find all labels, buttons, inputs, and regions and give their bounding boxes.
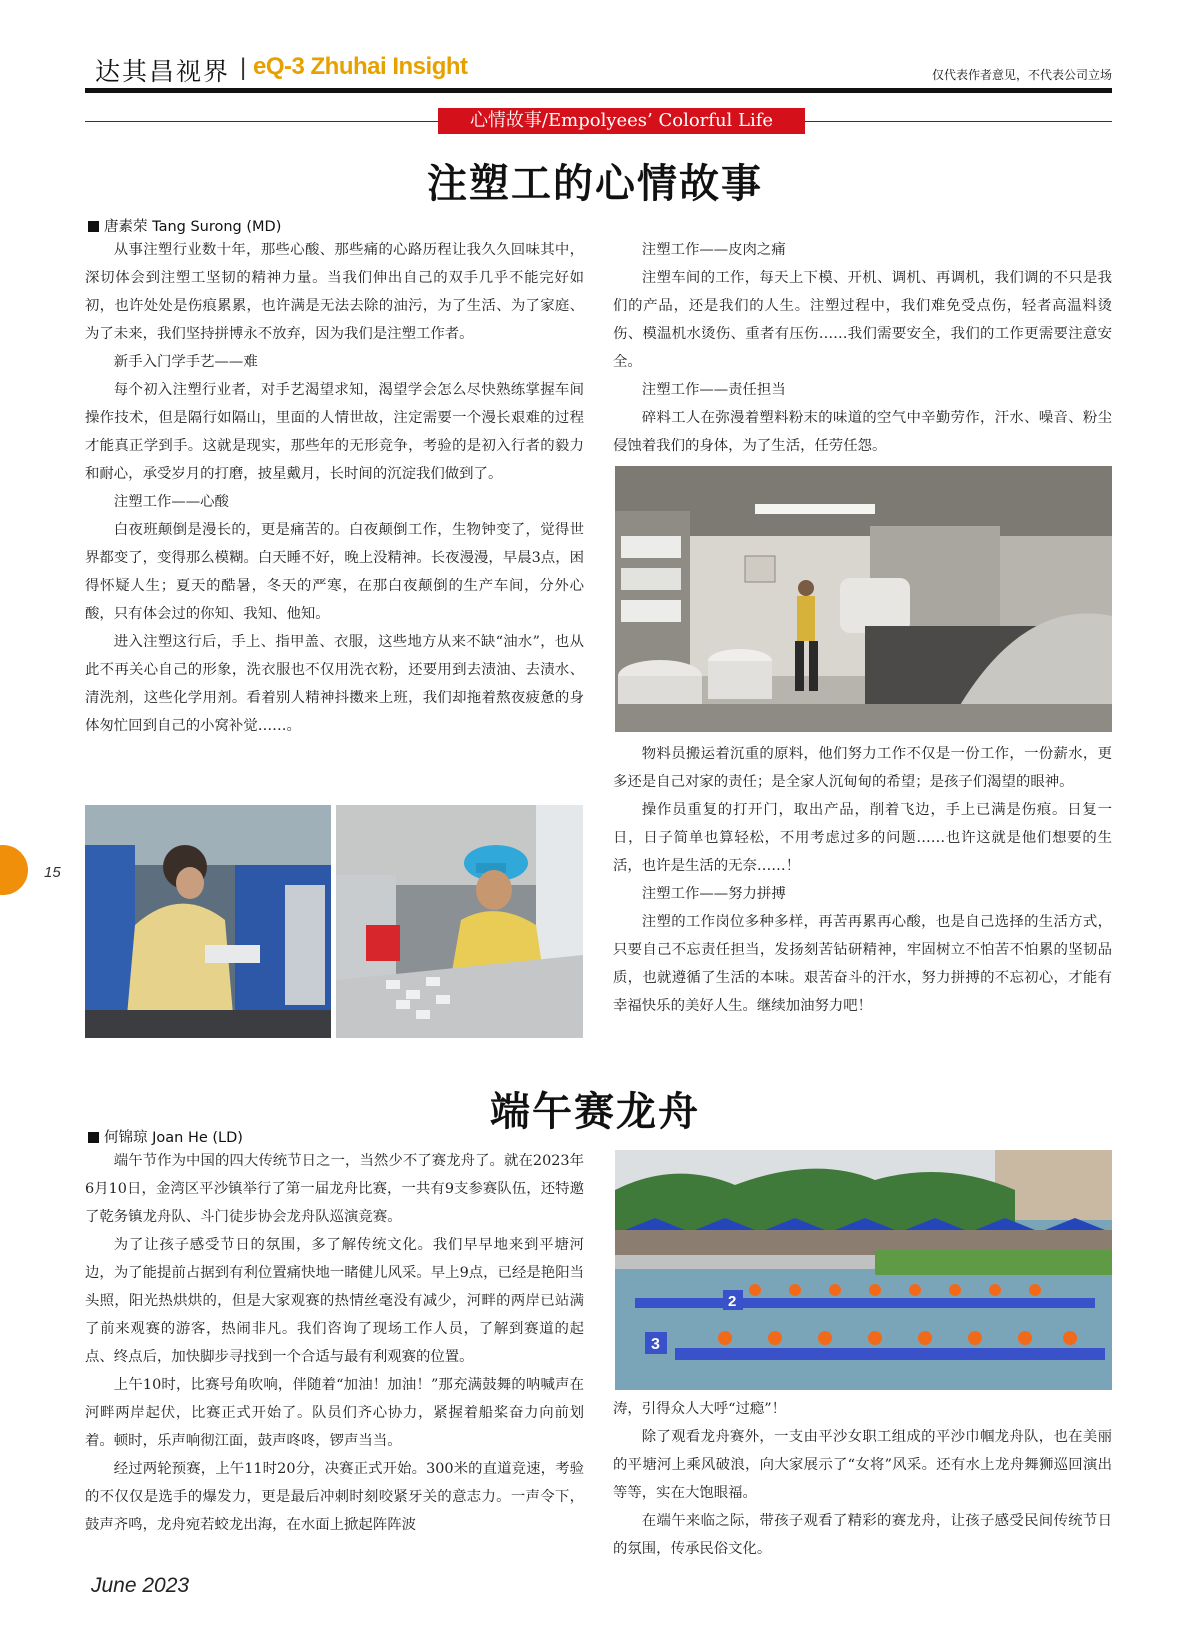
photo-worker-machine (85, 805, 331, 1038)
header-rule (85, 88, 1112, 93)
section-banner: 心情故事/Empolyees’ Colorful Life (438, 108, 805, 134)
page-number: 15 (44, 864, 61, 881)
article2-author (88, 1126, 243, 1147)
subheading: 新手入门学手艺——难 (113, 354, 258, 370)
paragraph: 上午10时，比赛号角吹响，伴随着“加油！加油！”那充满鼓舞的呐喊声在河畔两岸起伏，比赛正式开始了。队员们齐心协力，紧握着船桨奋力向前划着。顿时，乐声响彻江面，鼓声咚咚，锣声当当。 (85, 1377, 584, 1449)
author-square-icon (88, 1132, 99, 1143)
article2-author-text: 何锦琼 Joan He (LD) (104, 1130, 243, 1146)
paragraph: 除了观看龙舟赛外，一支由平沙女职工组成的平沙巾帼龙舟队，也在美丽的平塘河上乘风破浪，向大家展示了“女将”风采。还有水上龙舟舞狮巡回演出等等，实在大饱眼福。 (613, 1429, 1112, 1501)
boat-number-2: 2 (728, 1293, 737, 1310)
subheading: 注塑工作——责任担当 (641, 382, 786, 398)
subheading: 注塑工作——皮肉之痛 (641, 242, 786, 258)
magazine-name-cn: 达其昌视界 (95, 57, 231, 86)
paragraph: 碎料工人在弥漫着塑料粉末的味道的空气中辛勤劳作，汗水、噪音、粉尘侵蚀着我们的身体，为了生活，任劳任怨。 (613, 410, 1112, 454)
photo-material-room (615, 466, 1112, 732)
continuation-line: 涛，引得众人大呼“过瘾”！ (613, 1401, 787, 1417)
subheading: 注塑工作——心酸 (113, 494, 229, 510)
article2-left-column (85, 1147, 584, 1539)
paragraph: 白夜班颠倒是漫长的，更是痛苦的。白夜颠倒工作，生物钟变了，觉得世界都变了，变得那么模糊。白天睡不好，晚上没精神。长夜漫漫，早晨3点，困得怀疑人生；夏天的酷暑，冬天的严寒，在那白夜颠倒的生产车间，分外心酸，只有体会过的你知、我知、他知。 (85, 522, 584, 622)
article2-title: 端午赛龙舟 (490, 1088, 700, 1135)
footer-date: June 2023 (91, 1574, 190, 1597)
photo-dragon-boat-race (615, 1150, 1112, 1390)
paragraph: 注塑车间的工作，每天上下模、开机、调机、再调机，我们调的不只是我们的产品，还是我们的人生。注塑过程中，我们难免受点伤，轻者高温料烫伤、模温机水烫伤、重者有压伤……我们需要安全，我们的工作更需要注意安全。 (613, 270, 1112, 370)
magazine-name-en: eQ-3 Zhuhai Insight (253, 53, 468, 80)
article1-right-column-bottom (613, 740, 1112, 1020)
article2-right-column (613, 1395, 1112, 1563)
paragraph: 注塑的工作岗位多种多样，再苦再累再心酸，也是自己选择的生活方式，只要自己不忘责任担当，发扬刻苦钻研精神，牢固树立不怕苦不怕累的坚韧品质，也就遵循了生活的本味。艰苦奋斗的汗水，努力拼搏的不忘初心，才能有幸福快乐的美好人生。继续加油努力吧！ (613, 914, 1112, 1014)
article1-author (88, 215, 281, 236)
paragraph: 为了让孩子感受节日的氛围，多了解传统文化。我们早早地来到平塘河边，为了能提前占据到有利位置痛快地一睹健儿风采。早上9点，已经是艳阳当头照，阳光热烘烘的，但是大家观赛的热情丝毫没有减少，河畔的两岸已站满了前来观赛的游客，热闹非凡。我们咨询了现场工作人员，了解到赛道的起点、终点后，加快脚步寻找到一个合适与最有利观赛的位置。 (85, 1237, 584, 1365)
paragraph: 端午节作为中国的四大传统节日之一，当然少不了赛龙舟了。就在2023年6月10日，金湾区平沙镇举行了第一届龙舟比赛，一共有9支参赛队伍，还特邀了乾务镇龙舟队、斗门徒步协会龙舟队巡演竞赛。 (85, 1153, 584, 1225)
material-room-illustration (615, 466, 1112, 732)
boat-number-3: 3 (651, 1336, 660, 1353)
photo-worker-inspection (336, 805, 583, 1038)
paragraph: 进入注塑这行后，手上、指甲盖、衣服，这些地方从来不缺“油水”，也从此不再关心自己的形象，洗衣服也不仅用洗衣粉，还要用到去渍油、去渍水、清洗剂，这些化学用剂。看着别人精神抖擞来上班，我们却拖着熬夜疲惫的身体匆忙回到自己的小窝补觉……。 (85, 634, 584, 734)
article1-left-column (85, 236, 584, 740)
paragraph: 在端午来临之际，带孩子观看了精彩的赛龙舟，让孩子感受民间传统节日的氛围，传承民俗文化。 (613, 1513, 1112, 1557)
paragraph: 从事注塑行业数十年，那些心酸、那些痛的心路历程让我久久回味其中，深切体会到注塑工坚韧的精神力量。当我们伸出自己的双手几乎不能完好如初，也许处处是伤痕累累，也许满是无法去除的油污，为了生活、为了家庭、为了未来，我们坚持拼博永不放弃，因为我们是注塑工作者。 (85, 242, 584, 342)
article1-right-column-top (613, 236, 1112, 460)
paragraph: 每个初入注塑行业者，对手艺渴望求知，渴望学会怎么尽快熟练掌握车间操作技术，但是隔行如隔山，里面的人情世故，注定需要一个漫长艰难的过程才能真正学到手。这就是现实，那些年的无形竞争，考验的是初入行者的毅力和耐心，承受岁月的打磨，披星戴月，长时间的沉淀我们做到了。 (85, 382, 584, 482)
article1-title: 注塑工的心情故事 (427, 160, 763, 207)
paragraph: 操作员重复的打开门，取出产品，削着飞边，手上已满是伤痕。日复一日，日子简单也算轻松，不用考虑过多的问题……也许这就是他们想要的生活，也许是生活的无奈……！ (613, 802, 1112, 874)
article1-author-text: 唐素荣 Tang Surong (MD) (104, 219, 282, 235)
disclaimer: 仅代表作者意见，不代表公司立场 (931, 68, 1112, 82)
paragraph: 经过两轮预赛，上午11时20分，决赛正式开始。300米的直道竞速，考验的不仅仅是选手的爆发力，更是最后冲刺时刻咬紧牙关的意志力。一声令下，鼓声齐鸣，龙舟宛若蛟龙出海，在水面上掀起阵阵波 (85, 1461, 584, 1533)
dragon-boat-illustration (615, 1150, 1112, 1390)
author-square-icon (88, 221, 99, 232)
page-tab (0, 845, 28, 895)
subheading: 注塑工作——努力拼搏 (641, 886, 786, 902)
paragraph: 物料员搬运着沉重的原料，他们努力工作不仅是一份工作，一份薪水，更多还是自己对家的责任；是全家人沉甸甸的希望；是孩子们渴望的眼神。 (613, 746, 1112, 790)
worker-at-machine-illustration (85, 805, 331, 1038)
header-divider: | (240, 54, 247, 81)
worker-inspection-illustration (336, 805, 583, 1038)
